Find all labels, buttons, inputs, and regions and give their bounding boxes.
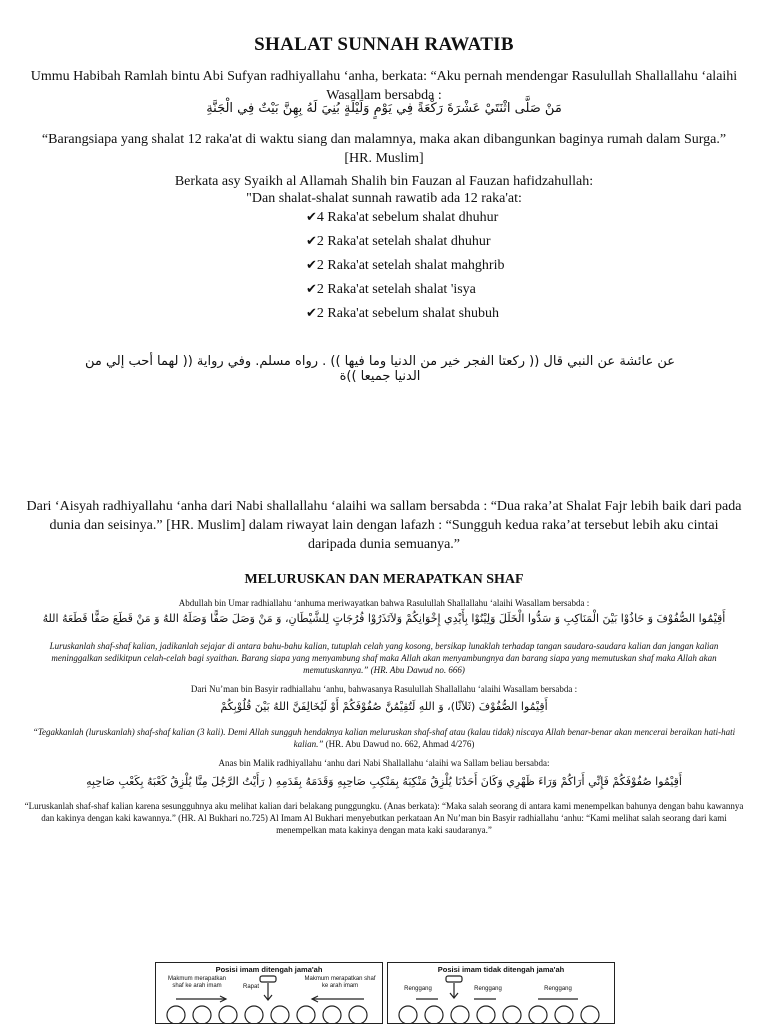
scholar-quote-line2: "Dan shalat-shalat sunnah rawatib ada 12 raka'at: (246, 191, 522, 206)
page-title: SHALAT SUNNAH RAWATIB (254, 34, 514, 55)
diagram-right-label-3: Renggang (544, 986, 572, 992)
check-icon: ✔ (306, 210, 317, 225)
arabic-text-1: أَقِيْمُوا الصُّفُوْفَ وَ حَاذُوْا بَيْنَ الْمَنَاكِبِ وَ سَدُّوا الْخَلَلَ وَلِيْنُوْا بِأَيْدِي إِخْوَانِكُمْ وَلاَتَذَرُوْا فُرُجَاتٍ لِلشَّيْطَانِ، وَ مَنْ وَصَلَ صَفًّا وَصَلَهُ اللهُ وَ مَنْ قَطَعَ صَفًّا قَطَعَهُ اللهُ (42, 612, 726, 625)
list-item: ✔2 Raka'at setelah shalat 'isya (306, 282, 476, 297)
list-item: ✔4 Raka'at sebelum shalat dhuhur (306, 210, 499, 225)
rakaat-list (306, 208, 626, 328)
diagram-right-label-2: Renggang (474, 986, 502, 992)
narration-2: Dari Nu’man bin Basyir radhiallahu ‘anhu, bahwasanya Rasulullah Shallallahu ‘alaihi Wasallam bersabda : (190, 684, 578, 694)
list-item: ✔2 Raka'at setelah shalat mahghrib (306, 258, 505, 273)
check-icon: ✔ (306, 306, 317, 321)
narration-3: Anas bin Malik radhiyallahu ‘anhu dari Nabi Shallallahu ‘alaihi wa Sallam beliau bersabda: (218, 758, 550, 768)
diagram-left-label-right: Makmum merapatkan shaf ke arah imam (304, 976, 376, 989)
scholar-quote (30, 173, 738, 207)
diagram-left-label-mid: Rapat (242, 984, 259, 990)
check-icon: ✔ (306, 282, 317, 297)
shaf-diagrams (155, 962, 615, 1024)
arabic-text-3: أَقِيْمُوا صُفُوْفَكُمْ فَإِنِّي أَرَاكُمْ وَرَاءَ ظَهْرِي وَكَانَ أَحَدُنَا يُلْزِقُ مَنْكِبَهُ بِمَنْكِبِ صَاحِبِهِ وَقَدَمَهُ بِقَدَمِهِ ( رَأَيْتُ الرَّجُلَ مِنَّا يُلْزِقُ كَعْبَهُ بِكَعْبِ صَاحِبِهِ (86, 775, 682, 788)
hadith1-arabic: مَنْ صَلَّى اثْنَتَيْ عَشْرَةَ رَكْعَةً فِي يَوْمٍ وَلَيْلَةٍ بُنِيَ لَهُ بِهِنَّ بَيْتٌ فِي الْجَنَّةِ (206, 101, 562, 116)
diagram-imam-not-center (387, 962, 615, 1024)
hadith1-translation: “Barangsiapa yang shalat 12 raka'at di waktu siang dan malamnya, maka akan dibangunkan baginya rumah dalam Surga.” [HR. Muslim] (41, 132, 727, 166)
list-item: ✔2 Raka'at sebelum shalat shubuh (306, 306, 500, 321)
list-item: ✔2 Raka'at setelah shalat dhuhur (306, 234, 491, 249)
hadith2-translation: Dari ‘Aisyah radhiyallahu ‘anha dari Nabi shallallahu ‘alaihi wa sallam bersabda : “Dua raka’at Shalat Fajr lebih baik dari pada dunia dan seisinya.” [HR. Muslim] dalam riwayat lain dengan lafazh : “Sungguh kedua raka’at tersebut lebih aku cintai daripada dunia semuanya.” (26, 499, 742, 552)
intro-paragraph: Ummu Habibah Ramlah bintu Abi Sufyan radhiyallahu ‘anha, berkata: “Aku pernah mendengar Rasulullah Shallallahu ‘alaihi Wasallam bersabda : (30, 69, 738, 103)
narration-1: Abdullah bin Umar radhiallahu ‘anhuma meriwayatkan bahwa Rasulullah Shallallahu ‘alaihi Wasallam bersabda : (178, 598, 590, 608)
translation-3: “Luruskanlah shaf-shaf kalian karena sesungguhnya aku melihat kalian dari belakang punggungku. (Anas berkata): “Maka salah seorang di antara kami menempelkan bahunya dengan bahu kawannya dan kakinya dengan kaki kawannya.” (HR. Al Bukhari no.725) Al Imam Al Bukhari menyebutkan perkataan An Nu’man bin Basyir radhiallahu ‘anhu: “Kami melihat salah seorang dari kami menempelkan mata kakinya dengan mata kaki saudaranya.” (24, 801, 744, 835)
diagram-imam-center (155, 962, 383, 1024)
hadith2-mark: ة (339, 369, 347, 384)
translation-1: Luruskanlah shaf-shaf kalian, jadikanlah sejajar di antara bahu-bahu kalian, tutuplah celah yang kosong, bersikap lunaklah terhadap tangan saudara-saudara kalian dan jangan kalian meninggalkan sedikitpun celah-celah bagi syaithan. Barang siapa yang menyambung shaf maka Allah akan menyambungnya dan barang siapa yang memutuskan shaf maka Allah akan memutuskannya.” (HR. Abu Dawud no. 666) (49, 641, 719, 675)
scholar-quote-line1: Berkata asy Syaikh al Allamah Shalih bin Fauzan al Fauzan hafidzahullah: (174, 174, 594, 189)
check-icon: ✔ (306, 258, 317, 273)
arabic-text-2: أَقِيْمُوا الصُّفُوْفَ (ثَلاَثًا)، وَ اللهِ لَتُقِيْمُنَّ صُفُوْفَكُمْ أَوْ لَيُخَالِفَنَّ اللهُ بَيْنَ قُلُوْبِكُمْ (220, 700, 548, 713)
diagram-right-caption: Posisi imam tidak ditengah jama'ah (437, 965, 565, 974)
diagram-left-label-left: Makmum merapatkan shaf ke arah imam (167, 976, 227, 989)
translation-2: “Tegakkanlah (luruskanlah) shaf-shaf kalian (3 kali). Demi Allah sungguh hendaknya kalian meluruskan shaf-shaf atau (kalau tidak) niscaya Allah benar-benar akan mencerai beraikan hati-hati kalian.” (HR. Abu Dawud no. 662, Ahmad 4/276) (32, 727, 736, 749)
hadith2-arabic: عن عائشة عن النبي قال (( ركعتا الفجر خير من الدنيا وما فيها )) . رواه مسلم. وفي رواية (( لهما أحب إلي من الدنيا جميعا ))ة (84, 354, 676, 384)
diagram-right-label-1: Renggang (404, 986, 432, 992)
diagram-left-caption: Posisi imam ditengah jama'ah (215, 965, 323, 974)
check-icon: ✔ (306, 234, 317, 249)
section-title: MELURUSKAN DAN MERAPATKAN SHAF (244, 572, 524, 587)
